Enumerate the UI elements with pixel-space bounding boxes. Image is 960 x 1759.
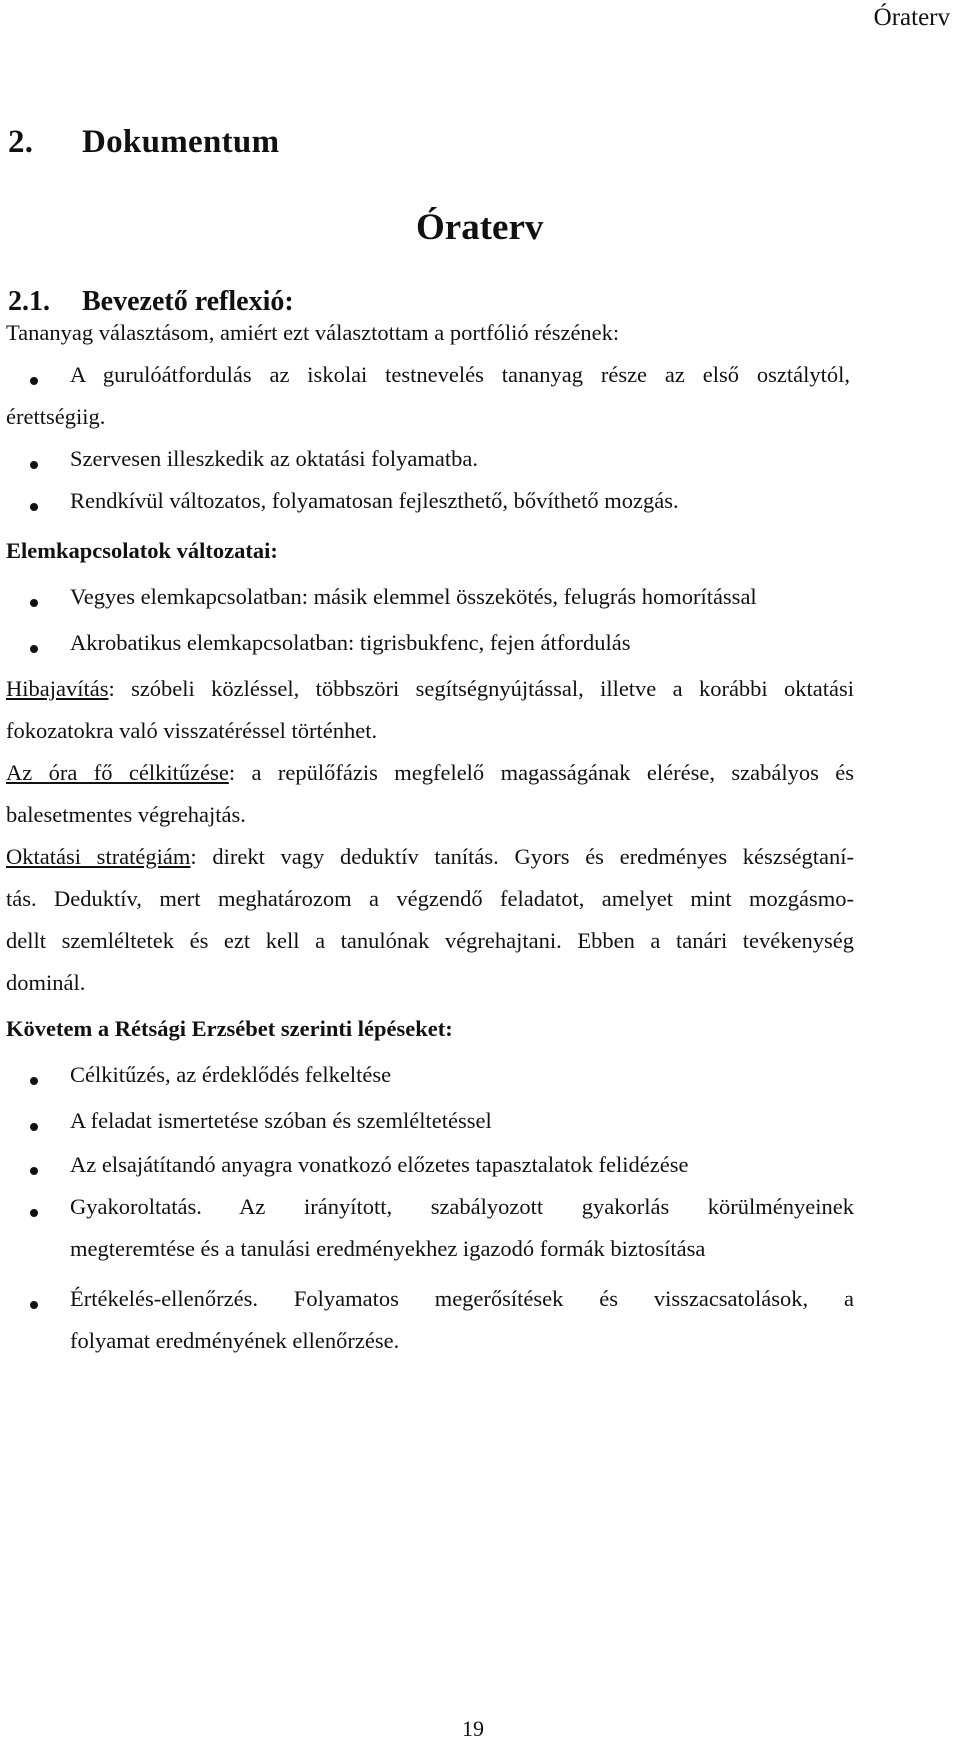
list-item-text: Az elsajátítandó anyagra vonatkozó előzetes tapasztalatok felidézése: [70, 1152, 689, 1177]
error-fix-continuation: fokozatokra való visszatéréssel történhet.: [6, 718, 378, 743]
list-item-text: Szervesen illeszkedik az oktatási folyamatba.: [70, 446, 478, 471]
combos-heading: Elemkapcsolatok változatai:: [6, 538, 278, 563]
chapter-title: Dokumentum: [82, 124, 280, 160]
list-item-continuation: megteremtése és a tanulási eredményekhez igazodó formák biztosítása: [70, 1236, 706, 1261]
list-item-text: A feladat ismertetése szóban és szemléltetéssel: [70, 1108, 492, 1133]
list-item-text: Akrobatikus elemkapcsolatban: tigrisbukfenc, fejen átfordulás: [70, 630, 631, 655]
goal-paragraph: [6, 760, 854, 786]
strategy-label: Oktatási stratégiám: [6, 844, 191, 869]
goal-continuation: balesetmentes végrehajtás.: [6, 802, 246, 827]
bullet-icon: [30, 1167, 38, 1175]
goal-label: Az óra fő célkitűzése: [6, 760, 229, 785]
bullet-icon: [30, 1123, 38, 1131]
document-title: Óraterv: [416, 207, 544, 248]
error-fix-paragraph: [6, 676, 854, 702]
goal-text: : a repülőfázis megfelelő magasságának elérése, szabályos és: [228, 760, 854, 785]
bullet-icon: [30, 1077, 38, 1085]
section-title: Bevezető reflexió:: [82, 286, 294, 317]
bullet-icon: [30, 1209, 38, 1217]
strategy-line: tás. Deduktív, mert meghatározom a végzendő feladatot, amelyet mint mozgásmo-: [6, 886, 854, 911]
error-fix-label: Hibajavítás: [6, 676, 109, 701]
list-item-text: Célkitűzés, az érdeklődés felkeltése: [70, 1062, 392, 1087]
list-item-text: Rendkívül változatos, folyamatosan fejleszthető, bővíthető mozgás.: [70, 488, 679, 513]
list-item-text: Gyakoroltatás. Az irányított, szabályozott gyakorlás körülményeinek: [70, 1194, 854, 1219]
list-item-continuation: érettségiig.: [6, 404, 106, 429]
bullet-icon: [30, 645, 38, 653]
bullet-icon: [30, 1301, 38, 1309]
error-fix-text: : szóbeli közléssel, többszöri segítségnyújtással, illetve a korábbi oktatási: [108, 676, 854, 701]
bullet-icon: [30, 377, 38, 385]
list-item-text: Vegyes elemkapcsolatban: másik elemmel összekötés, felugrás homorítással: [70, 584, 757, 609]
section-number: 2.1.: [8, 286, 50, 317]
list-item-continuation: folyamat eredményének ellenőrzése.: [70, 1328, 400, 1353]
strategy-text: : direkt vagy deduktív tanítás. Gyors és eredményes készségtaní-: [190, 844, 854, 869]
bullet-icon: [30, 503, 38, 511]
bullet-icon: [30, 599, 38, 607]
chapter-number: 2.: [8, 124, 34, 160]
list-item-text: Értékelés-ellenőrzés. Folyamatos megerősítések és visszacsatolások, a: [70, 1286, 854, 1311]
strategy-paragraph: [6, 844, 854, 870]
page-number: 19: [462, 1716, 484, 1741]
strategy-line: dellt szemléltetek és ezt kell a tanulónak végrehajtani. Ebben a tanári tevékenység: [6, 928, 854, 953]
section-heading: [8, 286, 294, 318]
list-item-text: A gurulóátfordulás az iskolai testnevelés tananyag része az első osztálytól,: [70, 362, 850, 387]
strategy-line: dominál.: [6, 970, 86, 995]
chapter-heading: [8, 124, 279, 161]
bullet-icon: [30, 461, 38, 469]
intro-lead: Tananyag választásom, amiért ezt választottam a portfólió részének:: [6, 320, 620, 345]
running-header: Óraterv: [873, 4, 950, 31]
steps-heading: Követem a Rétsági Erzsébet szerinti lépéseket:: [6, 1016, 453, 1041]
